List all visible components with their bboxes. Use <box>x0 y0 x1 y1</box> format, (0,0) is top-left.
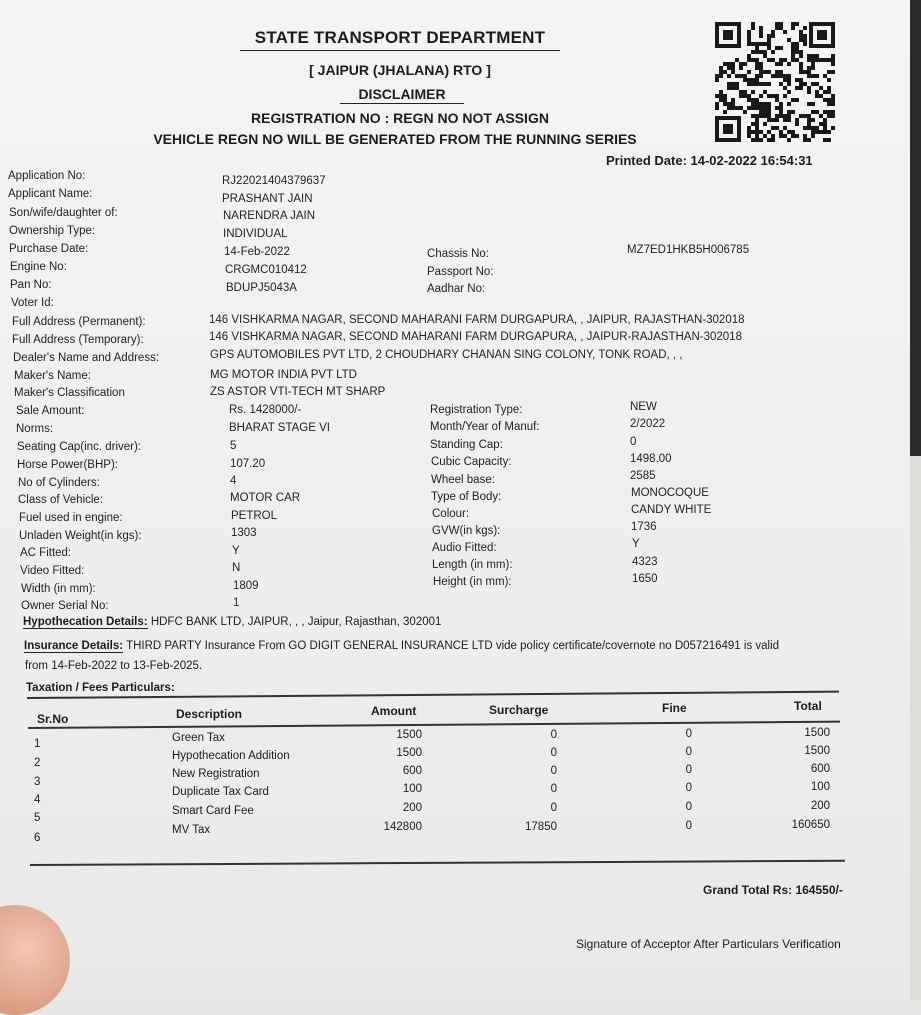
fee-surcharge: 17850 <box>525 821 557 833</box>
value-address-temporary: 146 VISHKARMA NAGAR, SECOND MAHARANI FARM DURGAPURA, , JAIPUR-RAJASTHAN-302018 <box>209 331 742 343</box>
grand-total: Grand Total Rs: 164550/- <box>703 883 843 897</box>
value-audio-fitted: Y <box>632 538 640 550</box>
label-applicant-name: Applicant Name: <box>8 188 93 200</box>
value-height: 1650 <box>632 573 658 585</box>
fee-srno: 6 <box>34 832 41 844</box>
label-fuel: Fuel used in engine: <box>19 512 123 524</box>
col-amount: Amount <box>371 704 417 718</box>
value-horse-power: 107.20 <box>230 458 266 470</box>
value-length: 4323 <box>632 556 658 568</box>
label-vehicle-class: Class of Vehicle: <box>18 494 104 506</box>
printed-date: Printed Date: 14-02-2022 16:54:31 <box>606 153 813 168</box>
value-ac-fitted: Y <box>232 545 240 557</box>
fee-total: 100 <box>810 781 830 793</box>
background-edge <box>910 0 921 1000</box>
thumb <box>0 905 70 1015</box>
fee-description: Smart Card Fee <box>172 805 254 817</box>
value-manuf-month-year: 2/2022 <box>630 418 666 430</box>
label-ac-fitted: AC Fitted: <box>20 547 72 559</box>
label-registration-type: Registration Type: <box>430 404 523 416</box>
label-video-fitted: Video Fitted: <box>20 565 85 577</box>
value-wheel-base: 2585 <box>630 470 656 482</box>
value-relation: NARENDRA JAIN <box>223 210 316 222</box>
fee-srno: 1 <box>34 738 41 750</box>
doc-type: DISCLAIMER <box>340 86 464 104</box>
value-purchase-date: 14-Feb-2022 <box>224 246 290 258</box>
col-srno: Sr.No <box>37 712 69 726</box>
label-application-no: Application No: <box>8 170 86 182</box>
label-chassis-no: Chassis No: <box>427 248 489 260</box>
fee-total: 1500 <box>804 727 830 739</box>
value-pan-no: BDUPJ5043A <box>226 282 297 294</box>
col-surcharge: Surcharge <box>489 703 549 717</box>
col-total: Total <box>794 699 822 713</box>
label-body-type: Type of Body: <box>431 491 502 503</box>
fee-surcharge: 0 <box>550 747 557 759</box>
value-body-type: MONOCOQUE <box>631 487 709 499</box>
label-owner-serial: Owner Serial No: <box>21 600 109 612</box>
fee-description: MV Tax <box>172 824 211 836</box>
rto-name: [ JAIPUR (JHALANA) RTO ] <box>309 62 491 78</box>
label-maker-class: Maker's Classification <box>14 387 125 399</box>
fee-fine: 0 <box>685 820 692 832</box>
fee-description: New Registration <box>172 768 260 780</box>
col-fine: Fine <box>662 701 687 715</box>
label-norms: Norms: <box>16 423 54 435</box>
label-manuf-month-year: Month/Year of Manuf: <box>430 421 540 433</box>
fee-surcharge: 0 <box>550 765 557 777</box>
label-standing-cap: Standing Cap: <box>430 439 503 451</box>
table-header-rule <box>28 721 840 729</box>
background-ledge <box>910 456 921 1000</box>
label-wheel-base: Wheel base: <box>431 474 495 486</box>
value-video-fitted: N <box>232 562 241 574</box>
signature-line: Signature of Acceptor After Particulars Verification <box>576 937 841 951</box>
label-length: Length (in mm): <box>432 559 513 571</box>
value-width: 1809 <box>233 580 259 592</box>
value-gvw: 1736 <box>631 521 657 533</box>
fee-amount: 1500 <box>396 729 422 741</box>
fee-fine: 0 <box>685 746 692 758</box>
fee-surcharge: 0 <box>550 783 557 795</box>
fee-fine: 0 <box>685 801 692 813</box>
label-maker-name: Maker's Name: <box>14 370 91 382</box>
fee-description: Hypothecation Addition <box>172 750 290 762</box>
insurance-line1: THIRD PARTY Insurance From GO DIGIT GENERAL INSURANCE LTD vide policy certificate/covernote no D057216491 is valid <box>126 640 780 652</box>
label-audio-fitted: Audio Fitted: <box>432 542 497 554</box>
label-ownership-type: Ownership Type: <box>9 225 96 237</box>
label-relation: Son/wife/daughter of: <box>9 207 118 219</box>
label-height: Height (in mm): <box>433 576 512 588</box>
value-cylinders: 4 <box>230 475 237 487</box>
label-address-temporary: Full Address (Temporary): <box>12 334 144 346</box>
value-cubic-capacity: 1498.00 <box>630 453 672 465</box>
label-passport-no: Passport No: <box>427 266 494 278</box>
value-colour: CANDY WHITE <box>631 504 712 516</box>
hypothecation-value: HDFC BANK LTD, JAIPUR, , , Jaipur, Rajasthan, 302001 <box>150 616 442 628</box>
fee-surcharge: 0 <box>550 729 557 741</box>
hypothecation-label: Hypothecation Details: <box>23 616 148 628</box>
value-seating-cap: 5 <box>230 440 237 452</box>
value-unladen-weight: 1303 <box>231 527 257 539</box>
registration-no: REGISTRATION NO : REGN NO NOT ASSIGN <box>251 110 549 126</box>
insurance-line2: from 14-Feb-2022 to 13-Feb-2025. <box>25 660 203 672</box>
value-maker-class: ZS ASTOR VTI-TECH MT SHARP <box>210 386 386 398</box>
fee-amount: 142800 <box>383 821 422 833</box>
label-horse-power: Horse Power(BHP): <box>17 459 118 471</box>
fee-total: 600 <box>810 763 830 775</box>
fee-total: 200 <box>810 800 830 812</box>
value-owner-serial: 1 <box>233 597 240 609</box>
insurance-label: Insurance Details: <box>24 640 124 652</box>
col-description: Description <box>176 707 243 721</box>
label-cubic-capacity: Cubic Capacity: <box>431 456 512 468</box>
label-address-permanent: Full Address (Permanent): <box>12 316 146 328</box>
label-width: Width (in mm): <box>21 583 96 595</box>
insurance-details <box>24 640 779 652</box>
hypothecation-details <box>23 616 441 628</box>
value-fuel: PETROL <box>231 510 278 522</box>
value-ownership-type: INDIVIDUAL <box>223 228 288 240</box>
fee-amount: 200 <box>402 802 422 814</box>
fee-fine: 0 <box>685 764 692 776</box>
fee-total: 1500 <box>804 745 830 757</box>
value-applicant-name: PRASHANT JAIN <box>222 193 313 205</box>
value-vehicle-class: MOTOR CAR <box>230 492 301 504</box>
value-sale-amount: Rs. 1428000/- <box>229 404 302 416</box>
label-colour: Colour: <box>432 508 470 520</box>
label-voter-id: Voter Id: <box>11 297 54 309</box>
value-norms: BHARAT STAGE VI <box>229 422 330 434</box>
fee-amount: 600 <box>402 765 422 777</box>
value-registration-type: NEW <box>630 401 657 413</box>
fee-amount: 100 <box>402 783 422 795</box>
fee-srno: 5 <box>34 812 41 824</box>
fee-amount: 1500 <box>396 747 422 759</box>
label-unladen-weight: Unladen Weight(in kgs): <box>19 530 142 542</box>
label-sale-amount: Sale Amount: <box>16 405 85 417</box>
label-gvw: GVW(in kgs): <box>432 525 501 537</box>
fee-total: 160650 <box>791 819 830 831</box>
fee-surcharge: 0 <box>550 802 557 814</box>
label-cylinders: No of Cylinders: <box>18 477 100 489</box>
fee-description: Duplicate Tax Card <box>172 786 269 798</box>
label-seating-cap: Seating Cap(inc. driver): <box>17 441 141 453</box>
regn-note: VEHICLE REGN NO WILL BE GENERATED FROM THE RUNNING SERIES <box>153 131 637 147</box>
qr-code <box>713 20 837 144</box>
fee-srno: 4 <box>34 794 41 806</box>
label-dealer: Dealer's Name and Address: <box>13 352 160 364</box>
label-engine-no: Engine No: <box>10 261 67 273</box>
label-pan-no: Pan No: <box>10 279 52 291</box>
department-title: STATE TRANSPORT DEPARTMENT <box>240 28 560 51</box>
value-chassis-no: MZ7ED1HKB5H006785 <box>627 244 750 256</box>
label-aadhar-no: Aadhar No: <box>427 283 486 295</box>
table-bottom-rule <box>30 860 845 866</box>
value-dealer: GPS AUTOMOBILES PVT LTD, 2 CHOUDHARY CHANAN SING COLONY, TONK ROAD, , , <box>210 349 683 361</box>
fee-srno: 2 <box>34 757 41 769</box>
value-maker-name: MG MOTOR INDIA PVT LTD <box>210 369 357 381</box>
fee-srno: 3 <box>34 776 41 788</box>
fee-description: Green Tax <box>172 732 225 744</box>
value-address-permanent: 146 VISHKARMA NAGAR, SECOND MAHARANI FARM DURGAPURA, , JAIPUR, RAJASTHAN-302018 <box>209 314 745 326</box>
value-application-no: RJ22021404379637 <box>222 175 326 187</box>
value-engine-no: CRGMC010412 <box>225 264 307 276</box>
label-purchase-date: Purchase Date: <box>9 243 89 255</box>
fees-title: Taxation / Fees Particulars: <box>26 682 175 694</box>
fee-fine: 0 <box>685 782 692 794</box>
fee-fine: 0 <box>685 728 692 740</box>
value-standing-cap: 0 <box>630 436 637 448</box>
